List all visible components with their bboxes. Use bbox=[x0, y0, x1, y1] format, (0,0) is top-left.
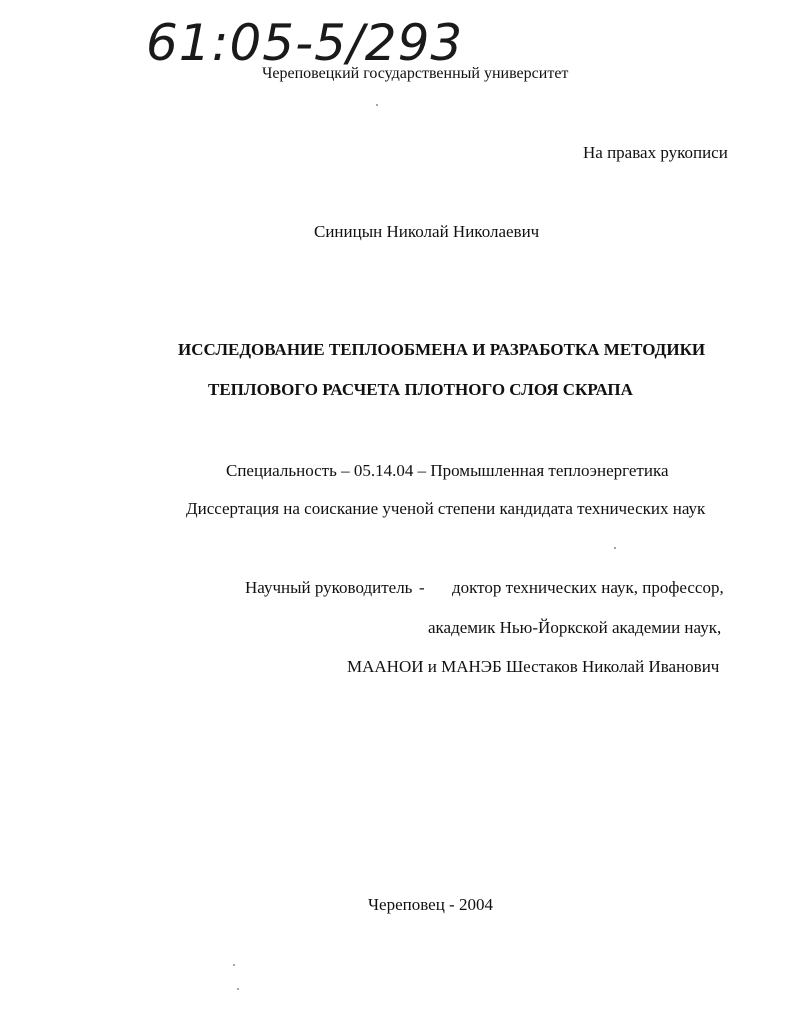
university-name: Череповецкий государственный университет bbox=[262, 65, 569, 82]
specialty-line: Специальность – 05.14.04 – Промышленная теплоэнергетика bbox=[226, 461, 669, 480]
handwritten-code-text: 61:05-5/293 bbox=[146, 14, 464, 72]
scan-speck bbox=[233, 964, 235, 966]
scan-speck bbox=[376, 104, 378, 106]
dissertation-line: Диссертация на соискание ученой степени кандидата технических наук bbox=[186, 499, 706, 518]
supervisor-dash: - bbox=[419, 578, 425, 597]
handwritten-catalog-code bbox=[146, 8, 476, 70]
supervisor-line-1: доктор технических наук, профессор, bbox=[452, 578, 724, 597]
scan-speck bbox=[237, 988, 239, 990]
thesis-title-line-2: ТЕПЛОВОГО РАСЧЕТА ПЛОТНОГО СЛОЯ СКРАПА bbox=[208, 380, 633, 399]
supervisor-label: Научный руководитель bbox=[245, 578, 413, 597]
scan-speck bbox=[614, 547, 616, 549]
supervisor-line-2: академик Нью-Йоркской академии наук, bbox=[428, 618, 722, 637]
handwritten-code-graphic bbox=[146, 8, 476, 70]
manuscript-rights-note: На правах рукописи bbox=[583, 143, 728, 162]
supervisor-line-3: МААНОИ и МАНЭБ Шестаков Николай Иванович bbox=[347, 657, 720, 676]
place-and-year: Череповец - 2004 bbox=[368, 895, 493, 914]
thesis-title-line-1: ИССЛЕДОВАНИЕ ТЕПЛООБМЕНА И РАЗРАБОТКА МЕТОДИКИ bbox=[178, 340, 706, 359]
author-name: Синицын Николай Николаевич bbox=[314, 222, 540, 241]
